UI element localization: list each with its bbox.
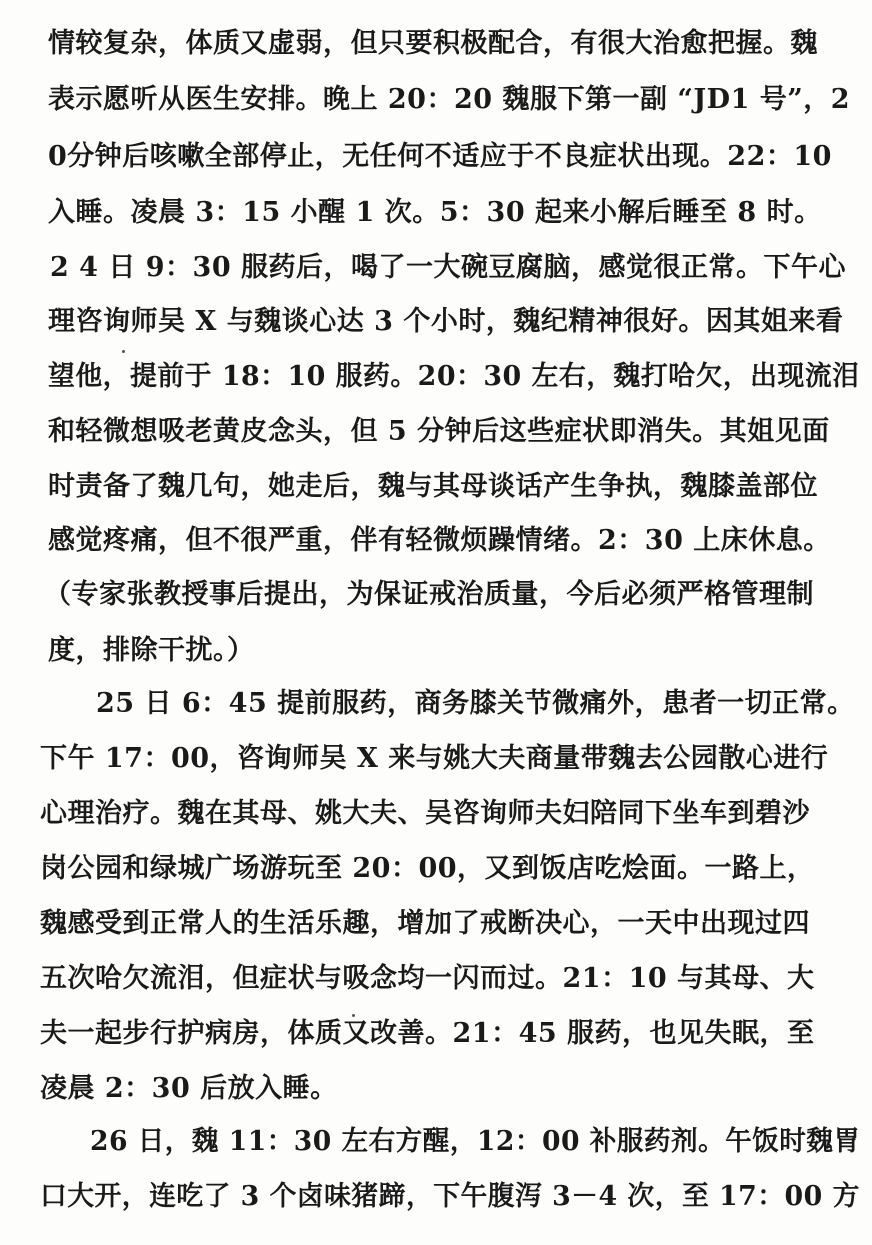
text-line: 下午 17：00，咨询师吴 X 来与姚大夫商量带魏去公园散心进行 [40, 743, 829, 774]
text-line: 凌晨 2：30 后放入睡。 [40, 1073, 338, 1104]
text-line: 时责备了魏几句，她走后，魏与其母谈话产生争执，魏膝盖部位 [48, 471, 818, 502]
text-line: 口大开，连吃了 3 个卤味猪蹄，下午腹泻 3－4 次，至 17：00 方 [40, 1181, 860, 1212]
text-line: 2 4 日 9：30 服药后，喝了一大碗豆腐脑，感觉很正常。下午心 [50, 252, 847, 283]
text-line: 五次哈欠流泪，但症状与吸念均一闪而过。21：10 与其母、大 [40, 963, 815, 994]
scan-speck [122, 350, 125, 353]
text-line: 表示愿听从医生安排。晚上 20：20 魏服下第一副 “JD1 号”，2 [48, 84, 851, 115]
text-line: 心理治疗。魏在其母、姚大夫、吴咨询师夫妇陪同下坐车到碧沙 [40, 798, 810, 829]
text-line: 理咨询师吴 X 与魏谈心达 3 个小时，魏纪精神很好。因其姐来看 [48, 306, 844, 337]
text-line: 岗公园和绿城广场游玩至 20：00，又到饭店吃烩面。一路上， [40, 853, 815, 884]
text-line: 25 日 6：45 提前服药，商务膝关节微痛外，患者一切正常。 [96, 688, 855, 719]
text-line: 望他，提前于 18：10 服药。20：30 左右，魏打哈欠，出现流泪 [48, 361, 860, 392]
text-line: 魏感受到正常人的生活乐趣，增加了戒断决心，一天中出现过四 [40, 908, 810, 939]
text-line: 0分钟后咳嗽全部停止，无任何不适应于不良症状出现。22：10 [48, 141, 832, 172]
scan-speck [352, 1014, 355, 1017]
text-line: 感觉疼痛，但不很严重，伴有轻微烦躁情绪。2：30 上床休息。 [48, 525, 831, 556]
text-line: （专家张教授事后提出，为保证戒治质量，今后必须严格管理制 [44, 579, 814, 610]
text-line: 和轻微想吸老黄皮念头，但 5 分钟后这些症状即消失。其姐见面 [48, 416, 830, 447]
text-line: 度，排除干扰。） [48, 635, 255, 666]
text-line: 夫一起步行护病房，体质又改善。21：45 服药，也见失眠，至 [40, 1018, 815, 1049]
text-line: 情较复杂，体质又虚弱，但只要积极配合，有很大治愈把握。魏 [48, 28, 818, 59]
text-line: 入睡。凌晨 3：15 小醒 1 次。5：30 起来小解后睡至 8 时。 [48, 197, 822, 228]
text-line: 26 日，魏 11：30 左右方醒，12：00 补服药剂。午饭时魏胃 [90, 1126, 861, 1157]
